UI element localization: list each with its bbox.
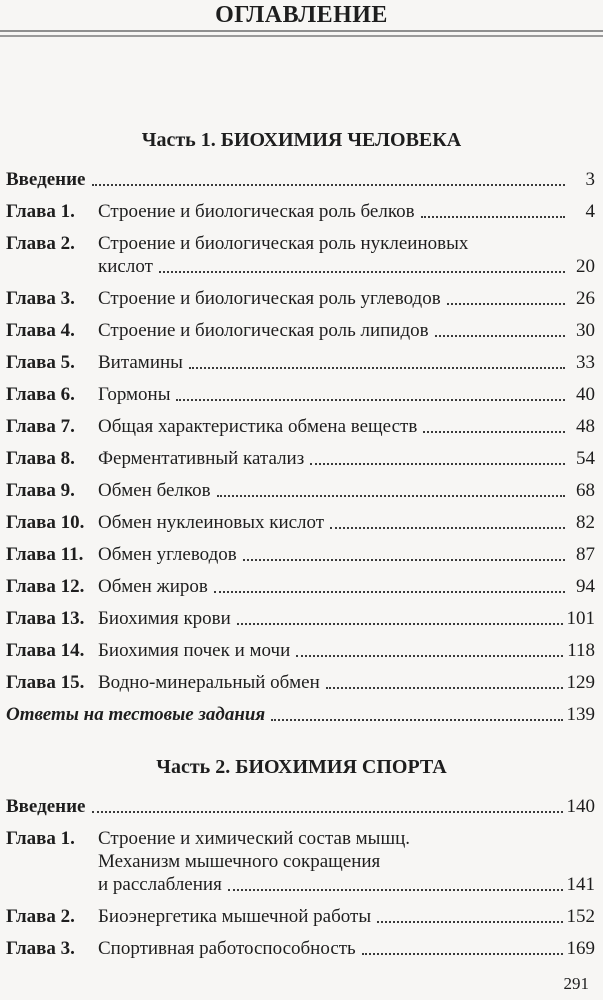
entry-page-number: 40 xyxy=(576,384,595,405)
page-folio-number: 291 xyxy=(563,974,589,993)
toc-entry xyxy=(6,511,595,534)
entry-page-number: 33 xyxy=(576,352,595,373)
entry-label: Глава 12. xyxy=(6,576,85,597)
toc-entry-answers xyxy=(6,703,595,726)
entry-title: Спортивная работоспособность xyxy=(98,938,356,959)
entry-page-number: 54 xyxy=(576,448,595,469)
toc-entry xyxy=(6,543,595,566)
entry-label: Глава 10. xyxy=(6,512,85,533)
part-2-heading: Часть 2. БИОХИМИЯ СПОРТА xyxy=(156,756,447,778)
entry-page-number: 4 xyxy=(585,201,595,222)
entry-label: Глава 14. xyxy=(6,640,85,661)
dot-leader xyxy=(228,889,563,891)
toc-entry xyxy=(6,415,595,438)
dot-leader xyxy=(159,271,565,273)
entry-title-line: Строение и биологическая роль нуклеиновых xyxy=(98,233,469,254)
dot-leader xyxy=(362,953,563,955)
dot-leader xyxy=(421,216,565,218)
entry-label: Глава 2. xyxy=(6,906,75,927)
entry-title: Строение и биологическая роль белков xyxy=(98,201,415,222)
entry-title: Витамины xyxy=(98,352,183,373)
toc-entry xyxy=(6,479,595,502)
toc-entry xyxy=(6,575,595,598)
toc-entry xyxy=(6,607,595,630)
entry-page-number: 82 xyxy=(576,512,595,533)
entry-page-number: 26 xyxy=(576,288,595,309)
entry-label: Глава 1. xyxy=(6,828,75,849)
entry-page-number: 48 xyxy=(576,416,595,437)
entry-title: Обмен жиров xyxy=(98,576,208,597)
toc-entry xyxy=(6,287,595,310)
entry-page-number: 169 xyxy=(566,938,595,959)
entry-title-line: кислот xyxy=(98,256,153,277)
dot-leader xyxy=(92,184,566,186)
entry-label: Введение xyxy=(6,169,86,190)
dot-leader xyxy=(176,399,565,401)
part-1-heading: Часть 1. БИОХИМИЯ ЧЕЛОВЕКА xyxy=(141,129,462,151)
toc-entry xyxy=(6,319,595,342)
entry-title: Биоэнергетика мышечной работы xyxy=(98,906,372,927)
entry-label: Глава 3. xyxy=(6,938,75,959)
toc-entry xyxy=(6,639,595,662)
entry-title-multiline xyxy=(98,827,595,896)
dot-leader xyxy=(237,623,563,625)
entry-page-number: 139 xyxy=(566,704,595,725)
entry-title: Гормоны xyxy=(98,384,171,405)
entry-label: Глава 11. xyxy=(6,544,84,565)
dot-leader xyxy=(377,921,562,923)
toc-entry xyxy=(6,795,595,818)
toc-entry xyxy=(6,905,595,928)
toc-entry xyxy=(6,168,595,191)
dot-leader xyxy=(435,335,565,337)
entry-label: Ответы на тестовые задания xyxy=(6,704,266,725)
dot-leader xyxy=(214,591,565,593)
dot-leader xyxy=(447,303,565,305)
dot-leader xyxy=(423,431,565,433)
dot-leader xyxy=(243,559,565,561)
entry-title: Обмен белков xyxy=(98,480,211,501)
entry-label: Глава 7. xyxy=(6,416,75,437)
toc-part-2 xyxy=(0,795,603,960)
entry-title: Биохимия крови xyxy=(98,608,231,629)
entry-label: Глава 8. xyxy=(6,448,75,469)
entry-title: Строение и биологическая роль углеводов xyxy=(98,288,441,309)
entry-title: Ферментативный катализ xyxy=(98,448,305,469)
entry-page-number: 101 xyxy=(566,608,595,629)
dot-leader xyxy=(271,719,562,721)
entry-page-number: 94 xyxy=(576,576,595,597)
entry-label: Введение xyxy=(6,796,86,817)
entry-page-number: 87 xyxy=(576,544,595,565)
entry-label: Глава 4. xyxy=(6,320,75,341)
entry-label: Глава 15. xyxy=(6,672,85,693)
toc-entry xyxy=(6,671,595,694)
entry-title: Биохимия почек и мочи xyxy=(98,640,291,661)
entry-label: Глава 5. xyxy=(6,352,75,373)
entry-page-number: 129 xyxy=(566,672,595,693)
entry-title: Строение и биологическая роль липидов xyxy=(98,320,429,341)
entry-title-last-line xyxy=(98,255,595,278)
entry-label: Глава 9. xyxy=(6,480,75,501)
entry-page-number: 141 xyxy=(566,874,595,895)
toc-entry xyxy=(6,200,595,223)
entry-page-number: 68 xyxy=(576,480,595,501)
entry-title: Водно-минеральный обмен xyxy=(98,672,320,693)
toc-entry xyxy=(6,383,595,406)
toc-part-1 xyxy=(0,168,603,726)
entry-page-number: 30 xyxy=(576,320,595,341)
header-double-rule xyxy=(0,30,603,37)
toc-entry xyxy=(6,351,595,374)
dot-leader xyxy=(189,367,565,369)
dot-leader xyxy=(217,495,565,497)
toc-entry xyxy=(6,937,595,960)
entry-page-number: 140 xyxy=(566,796,595,817)
entry-title: Обмен углеводов xyxy=(98,544,237,565)
entry-page-number: 118 xyxy=(567,640,595,661)
entry-page-number: 20 xyxy=(576,256,595,277)
entry-title-line: Механизм мышечного сокращения xyxy=(98,851,381,872)
entry-label: Глава 13. xyxy=(6,608,85,629)
dot-leader xyxy=(330,527,565,529)
entry-title-line: и расслабления xyxy=(98,874,222,895)
entry-title-last-line xyxy=(98,873,595,896)
toc-entry xyxy=(6,232,595,278)
page-title: ОГЛАВЛЕНИЕ xyxy=(215,2,388,28)
toc-entry xyxy=(6,827,595,896)
entry-label: Глава 2. xyxy=(6,233,75,254)
toc-entry xyxy=(6,447,595,470)
entry-label: Глава 6. xyxy=(6,384,75,405)
entry-title: Общая характеристика обмена веществ xyxy=(98,416,418,437)
entry-label: Глава 1. xyxy=(6,201,75,222)
dot-leader xyxy=(326,687,563,689)
entry-label: Глава 3. xyxy=(6,288,75,309)
entry-title: Обмен нуклеиновых кислот xyxy=(98,512,325,533)
dot-leader xyxy=(296,655,563,657)
entry-title-line: Строение и химический состав мышц. xyxy=(98,828,410,849)
entry-page-number: 152 xyxy=(566,906,595,927)
dot-leader xyxy=(92,811,563,813)
entry-page-number: 3 xyxy=(585,169,595,190)
entry-title-multiline xyxy=(98,232,595,278)
dot-leader xyxy=(310,463,565,465)
